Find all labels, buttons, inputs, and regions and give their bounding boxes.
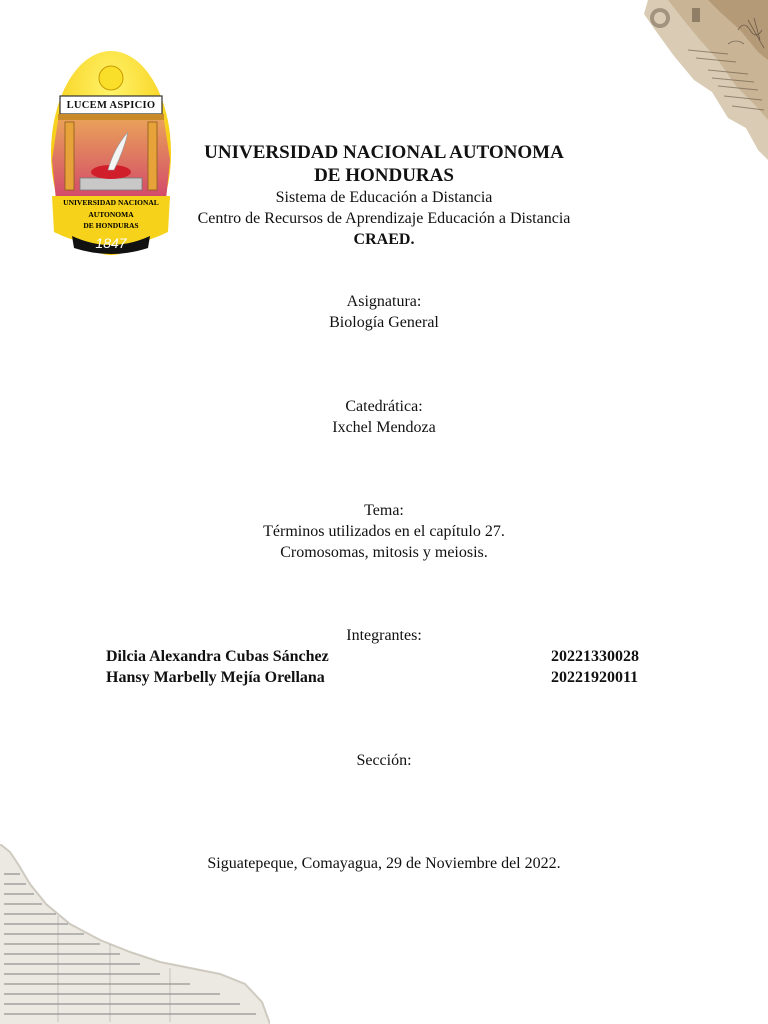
crest-name-line: DE HONDURAS: [83, 221, 139, 230]
crest-name-line: AUTONOMA: [88, 209, 134, 219]
member-name: Dilcia Alexandra Cubas Sánchez: [106, 648, 329, 665]
vintage-paper-collage-top-right: [608, 0, 768, 160]
education-system: Sistema de Educación a Distancia: [275, 189, 493, 206]
subject-value: Biología General: [329, 314, 439, 331]
crest-motto: LUCEM ASPICIO: [66, 100, 156, 111]
professor-name: Ixchel Mendoza: [332, 419, 436, 436]
topic-line1: Términos utilizados en el capítulo 27.: [263, 523, 505, 540]
member-name: Hansy Marbelly Mejía Orellana: [106, 669, 325, 686]
section-label: Sección:: [356, 752, 412, 769]
professor-label: Catedrática:: [345, 398, 423, 415]
topic-label: Tema:: [364, 502, 404, 519]
resource-center: Centro de Recursos de Aprendizaje Educación a Distancia: [197, 210, 571, 227]
topic-line2: Cromosomas, mitosis y meiosis.: [280, 544, 488, 561]
subject-label: Asignatura:: [346, 293, 422, 310]
member-id: 20221920011: [551, 669, 639, 686]
crest-name-line: UNIVERSIDAD NACIONAL: [63, 198, 159, 207]
center-acronym: CRAED.: [353, 231, 415, 248]
university-title-line2: DE HONDURAS: [314, 165, 454, 186]
member-id: 20221330028: [551, 648, 639, 665]
members-label: Integrantes:: [346, 627, 422, 644]
crest-year: 1847: [95, 235, 127, 251]
university-title-line1: UNIVERSIDAD NACIONAL AUTONOMA: [204, 142, 564, 163]
place-and-date: Siguatepeque, Comayagua, 29 de Noviembre del 2022.: [207, 855, 561, 872]
